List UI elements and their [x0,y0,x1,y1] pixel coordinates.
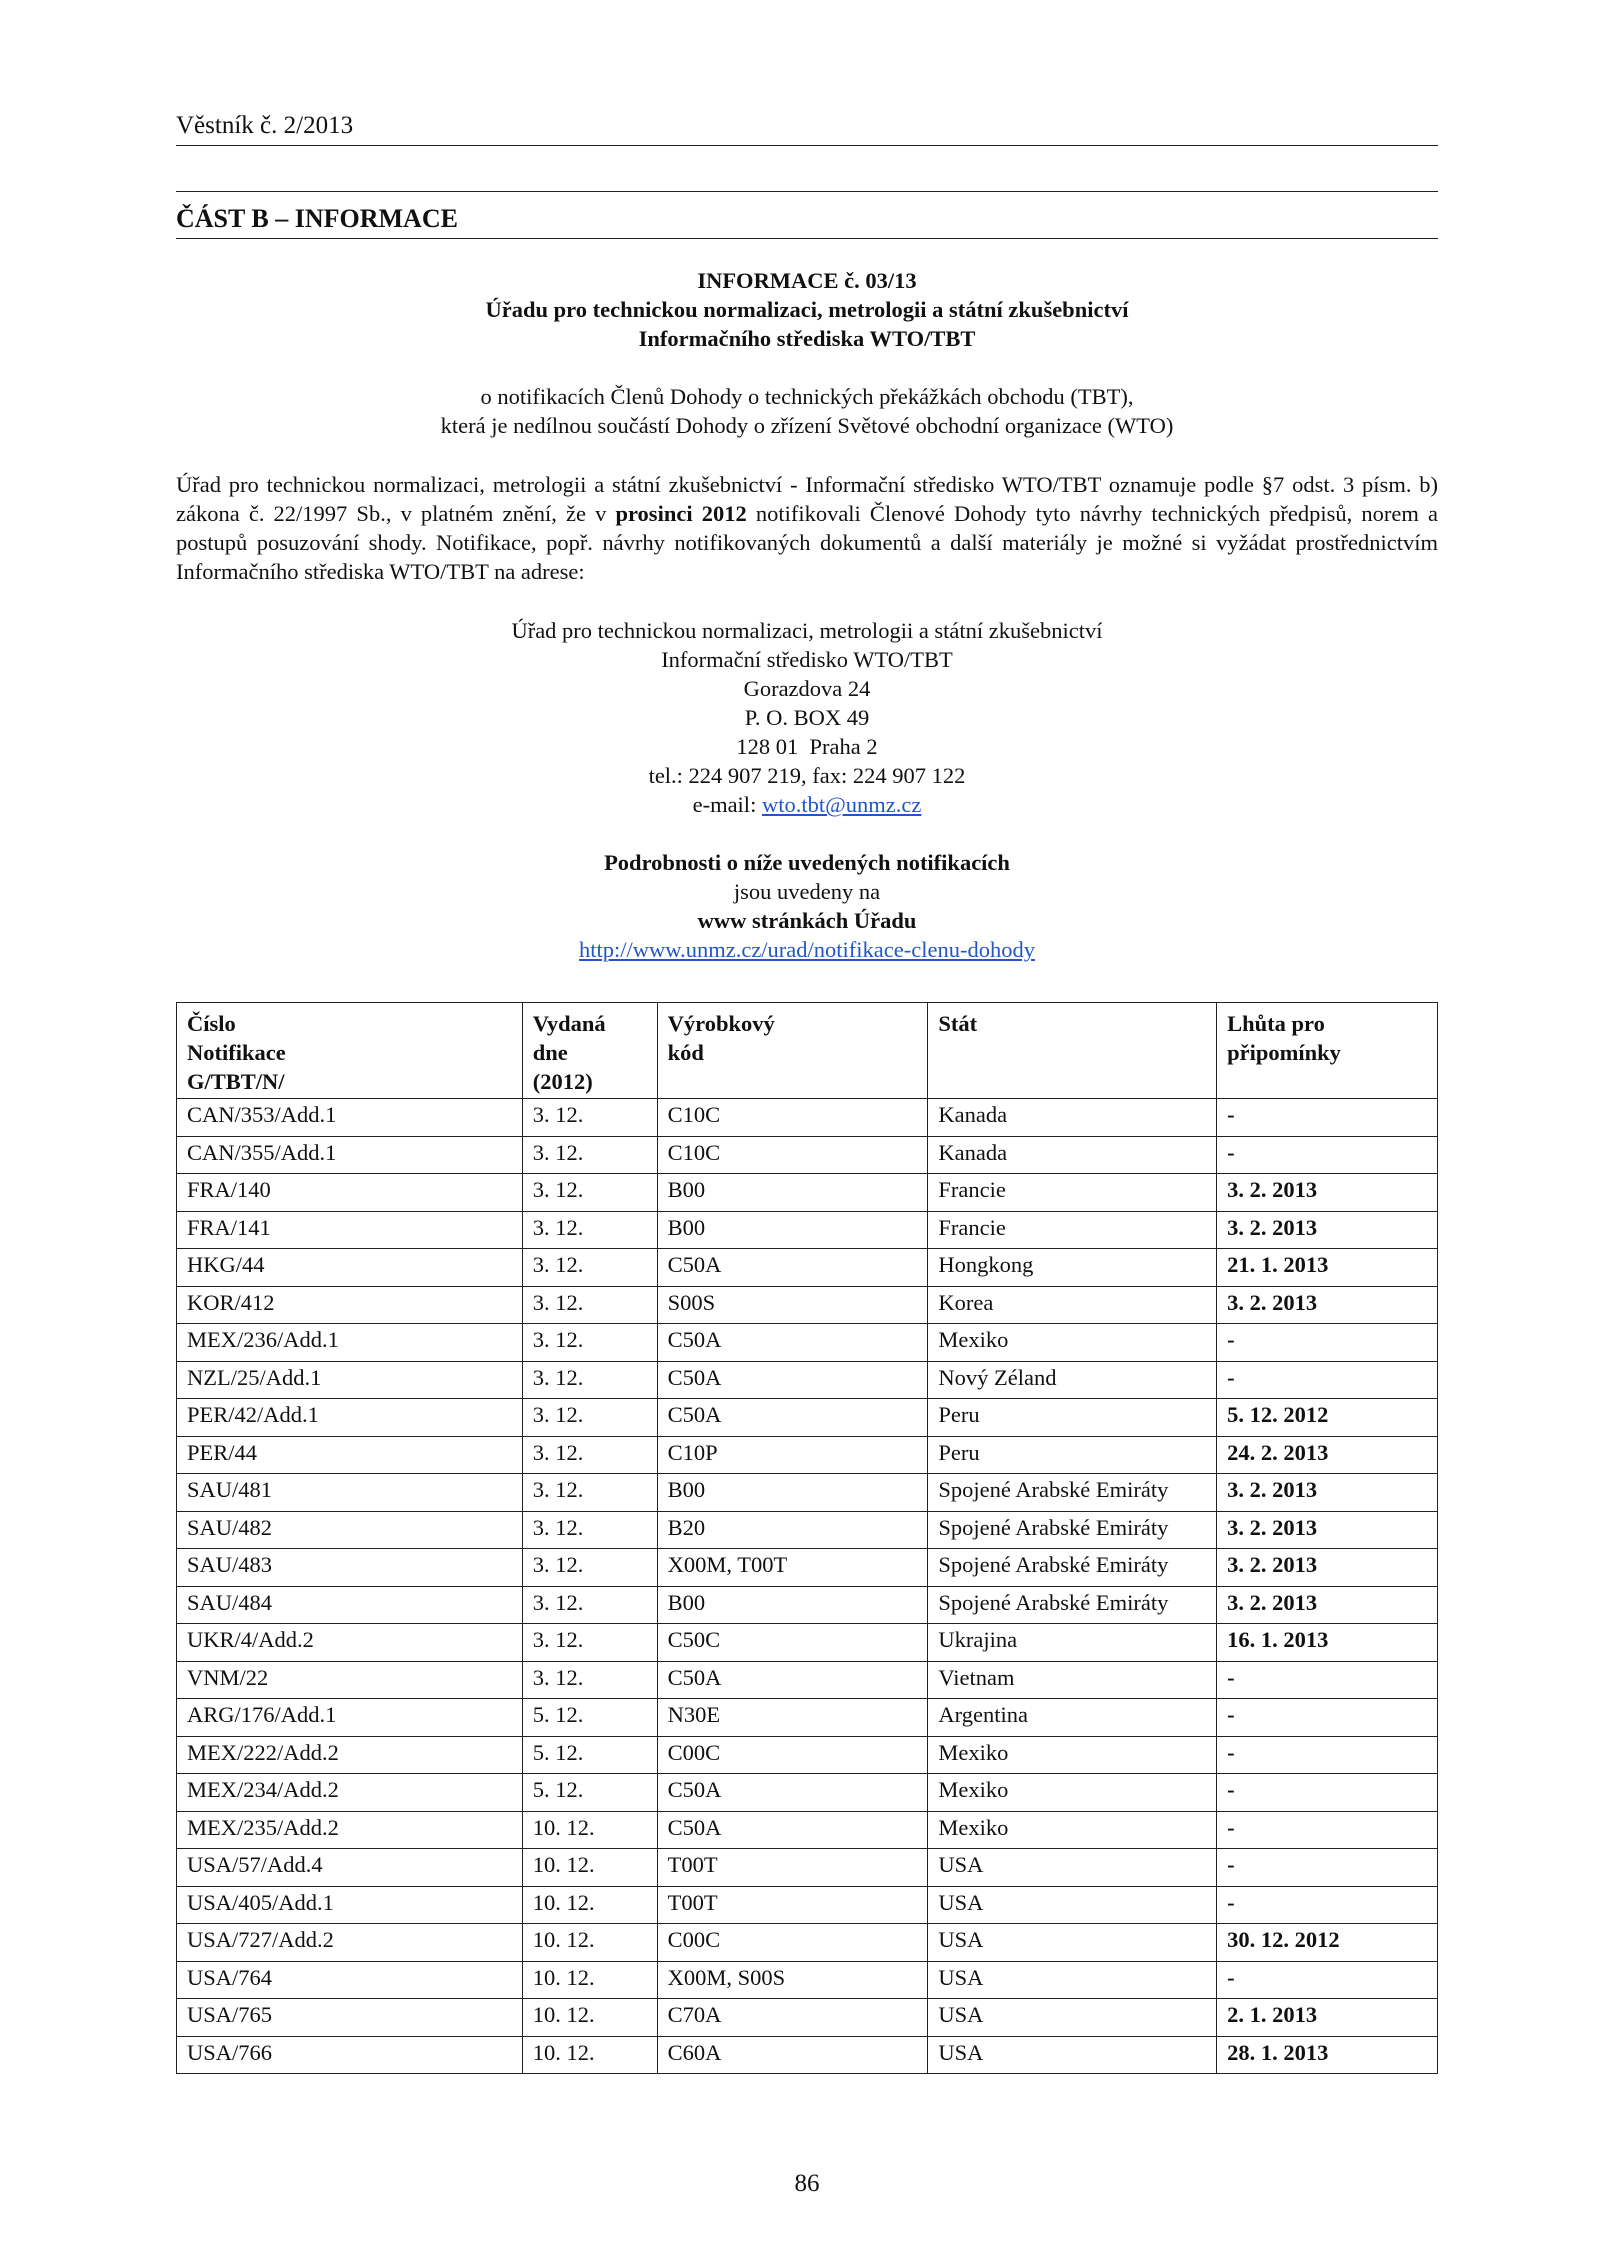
cell-country: USA [928,1886,1217,1924]
cell-issued-date: 3. 12. [522,1549,657,1587]
cell-product-code: C00C [657,1736,928,1774]
cell-notification-number: USA/405/Add.1 [177,1886,523,1924]
address-line3: Gorazdova 24 [743,676,871,701]
cell-comment-deadline: - [1217,1324,1438,1362]
header-comment-deadline: Lhůta pro připomínky [1217,1003,1438,1099]
cell-product-code: X00M, T00T [657,1549,928,1587]
header-rule [176,145,1438,146]
cell-product-code: C50A [657,1249,928,1287]
notice-subtitle-line1: o notifikacích Členů Dohody o technických překážkách obchodu (TBT), [480,384,1134,409]
table-row [177,1774,1438,1812]
cell-country: Kanada [928,1136,1217,1174]
cell-comment-deadline: 2. 1. 2013 [1217,1999,1438,2037]
cell-country: Peru [928,1436,1217,1474]
cell-country: Spojené Arabské Emiráty [928,1586,1217,1624]
cell-comment-deadline: 3. 2. 2013 [1217,1474,1438,1512]
table-row [177,1099,1438,1137]
address-line5: 128 01 Praha 2 [736,734,878,759]
page-number: 86 [794,2170,820,2197]
cell-product-code: C50A [657,1774,928,1812]
cell-country: USA [928,2036,1217,2074]
section-top-rule [176,191,1438,192]
details-line3: www stránkách Úřadu [697,908,917,933]
notice-title: INFORMACE č. 03/13 [697,268,917,293]
cell-product-code: B00 [657,1474,928,1512]
table-row [177,1436,1438,1474]
cell-country: Ukrajina [928,1624,1217,1662]
cell-notification-number: ARG/176/Add.1 [177,1699,523,1737]
cell-issued-date: 3. 12. [522,1136,657,1174]
cell-notification-number: USA/764 [177,1961,523,1999]
table-row [177,1399,1438,1437]
address-email-line [176,790,1438,819]
cell-issued-date: 3. 12. [522,1174,657,1212]
cell-product-code: X00M, S00S [657,1961,928,1999]
cell-comment-deadline: 21. 1. 2013 [1217,1249,1438,1287]
cell-issued-date: 3. 12. [522,1624,657,1662]
cell-issued-date: 3. 12. [522,1474,657,1512]
cell-notification-number: CAN/353/Add.1 [177,1099,523,1137]
notice-office: Úřadu pro technickou normalizaci, metrologii a státní zkušebnictví [485,297,1129,322]
section-bottom-rule [176,238,1438,239]
cell-comment-deadline: - [1217,1849,1438,1887]
cell-comment-deadline: 3. 2. 2013 [1217,1586,1438,1624]
table-row [177,1211,1438,1249]
table-body [177,1099,1438,2074]
cell-product-code: B20 [657,1511,928,1549]
cell-issued-date: 10. 12. [522,1924,657,1962]
cell-issued-date: 5. 12. [522,1774,657,1812]
cell-comment-deadline: - [1217,1099,1438,1137]
cell-comment-deadline: 16. 1. 2013 [1217,1624,1438,1662]
cell-product-code: C70A [657,1999,928,2037]
cell-notification-number: VNM/22 [177,1661,523,1699]
cell-notification-number: UKR/4/Add.2 [177,1624,523,1662]
cell-country: Argentina [928,1699,1217,1737]
header-product-code: Výrobkový kód [657,1003,928,1099]
cell-product-code: C50A [657,1661,928,1699]
cell-product-code: C10C [657,1136,928,1174]
cell-notification-number: FRA/141 [177,1211,523,1249]
intro-text-part2: notifikovali Členové Dohody tyto návrhy technických předpisů, norem a postupů posuzování shody. Notifikace, popř. návrhy notifikovaných dokumentů a další materiály je možné si vyžádat prostřednictvím Informačního střediska WTO/TBT na adrese: [176,501,1439,584]
table-row [177,1249,1438,1287]
cell-product-code: C50A [657,1399,928,1437]
cell-notification-number: SAU/483 [177,1549,523,1587]
cell-issued-date: 3. 12. [522,1511,657,1549]
cell-comment-deadline: 24. 2. 2013 [1217,1436,1438,1474]
table-row [177,1886,1438,1924]
cell-notification-number: SAU/482 [177,1511,523,1549]
table-header-row [177,1003,1438,1099]
cell-issued-date: 3. 12. [522,1099,657,1137]
table-row [177,1324,1438,1362]
cell-comment-deadline: - [1217,1699,1438,1737]
cell-country: Hongkong [928,1249,1217,1287]
section-title: ČÁST B – INFORMACE [176,204,458,233]
cell-country: USA [928,1849,1217,1887]
cell-product-code: C50A [657,1324,928,1362]
table-row [177,1699,1438,1737]
header-notification-number: Číslo Notifikace G/TBT/N/ [177,1003,523,1099]
table-row [177,1849,1438,1887]
cell-country: Korea [928,1286,1217,1324]
cell-country: USA [928,1924,1217,1962]
cell-comment-deadline: 28. 1. 2013 [1217,2036,1438,2074]
details-line2: jsou uvedeny na [733,879,881,904]
cell-product-code: B00 [657,1174,928,1212]
cell-notification-number: MEX/236/Add.1 [177,1324,523,1362]
cell-country: Spojené Arabské Emiráty [928,1474,1217,1512]
cell-notification-number: MEX/222/Add.2 [177,1736,523,1774]
cell-comment-deadline: - [1217,1886,1438,1924]
cell-product-code: S00S [657,1286,928,1324]
cell-comment-deadline: 3. 2. 2013 [1217,1174,1438,1212]
cell-issued-date: 10. 12. [522,1811,657,1849]
cell-comment-deadline: 3. 2. 2013 [1217,1211,1438,1249]
email-label: e-mail: [692,792,762,817]
cell-product-code: C50A [657,1811,928,1849]
table-row [177,1511,1438,1549]
details-line1: Podrobnosti o níže uvedených notifikacích [604,850,1010,875]
cell-notification-number: HKG/44 [177,1249,523,1287]
intro-paragraph [176,470,1438,586]
cell-notification-number: USA/727/Add.2 [177,1924,523,1962]
cell-notification-number: SAU/484 [177,1586,523,1624]
header-country: Stát [928,1003,1217,1099]
cell-issued-date: 3. 12. [522,1661,657,1699]
cell-country: Spojené Arabské Emiráty [928,1549,1217,1587]
table-row [177,1736,1438,1774]
table-row [177,1549,1438,1587]
cell-notification-number: FRA/140 [177,1174,523,1212]
table-row [177,1999,1438,2037]
cell-notification-number: KOR/412 [177,1286,523,1324]
cell-notification-number: MEX/235/Add.2 [177,1811,523,1849]
cell-product-code: C50A [657,1361,928,1399]
cell-comment-deadline: 30. 12. 2012 [1217,1924,1438,1962]
address-block [176,616,1438,819]
table-row [177,1924,1438,1962]
cell-comment-deadline: - [1217,1811,1438,1849]
cell-product-code: C50C [657,1624,928,1662]
notice-heading [176,266,1438,353]
address-line2: Informační středisko WTO/TBT [661,647,953,672]
cell-comment-deadline: - [1217,1661,1438,1699]
cell-issued-date: 3. 12. [522,1249,657,1287]
cell-notification-number: NZL/25/Add.1 [177,1361,523,1399]
cell-product-code: B00 [657,1211,928,1249]
cell-notification-number: CAN/355/Add.1 [177,1136,523,1174]
cell-product-code: N30E [657,1699,928,1737]
cell-issued-date: 3. 12. [522,1324,657,1362]
cell-comment-deadline: 3. 2. 2013 [1217,1549,1438,1587]
notifications-table [176,1002,1438,2074]
cell-country: Spojené Arabské Emiráty [928,1511,1217,1549]
cell-country: USA [928,1999,1217,2037]
table-row [177,1286,1438,1324]
cell-product-code: C60A [657,2036,928,2074]
cell-product-code: C10P [657,1436,928,1474]
cell-country: Vietnam [928,1661,1217,1699]
cell-comment-deadline: - [1217,1736,1438,1774]
cell-comment-deadline: - [1217,1361,1438,1399]
cell-comment-deadline: 3. 2. 2013 [1217,1286,1438,1324]
table-row [177,1661,1438,1699]
cell-country: Peru [928,1399,1217,1437]
intro-month: prosinci 2012 [615,501,747,526]
cell-notification-number: USA/57/Add.4 [177,1849,523,1887]
cell-product-code: T00T [657,1849,928,1887]
table-row [177,1811,1438,1849]
cell-country: USA [928,1961,1217,1999]
header-issued-date: Vydaná dne (2012) [522,1003,657,1099]
address-line6: tel.: 224 907 219, fax: 224 907 122 [648,763,966,788]
table-row [177,1361,1438,1399]
table-row [177,1586,1438,1624]
cell-country: Mexiko [928,1811,1217,1849]
cell-country: Francie [928,1174,1217,1212]
notice-subtitle [176,382,1438,440]
notice-center: Informačního střediska WTO/TBT [638,326,976,351]
cell-comment-deadline: 3. 2. 2013 [1217,1511,1438,1549]
notice-subtitle-line2: která je nedílnou součástí Dohody o zřízení Světové obchodní organizace (WTO) [440,413,1174,438]
cell-comment-deadline: 5. 12. 2012 [1217,1399,1438,1437]
cell-comment-deadline: - [1217,1961,1438,1999]
cell-notification-number: PER/44 [177,1436,523,1474]
cell-product-code: C10C [657,1099,928,1137]
address-line4: P. O. BOX 49 [744,705,870,730]
cell-issued-date: 3. 12. [522,1286,657,1324]
email-link[interactable]: wto.tbt@unmz.cz [761,792,922,817]
cell-country: Nový Zéland [928,1361,1217,1399]
bulletin-header: Věstník č. 2/2013 [176,112,354,139]
cell-product-code: C00C [657,1924,928,1962]
cell-issued-date: 3. 12. [522,1399,657,1437]
cell-issued-date: 10. 12. [522,1886,657,1924]
table-row [177,1136,1438,1174]
cell-notification-number: PER/42/Add.1 [177,1399,523,1437]
cell-issued-date: 3. 12. [522,1436,657,1474]
cell-notification-number: SAU/481 [177,1474,523,1512]
table-row [177,1961,1438,1999]
cell-notification-number: USA/766 [177,2036,523,2074]
table-row [177,2036,1438,2074]
cell-comment-deadline: - [1217,1136,1438,1174]
cell-issued-date: 10. 12. [522,2036,657,2074]
details-block [176,848,1438,964]
cell-issued-date: 5. 12. [522,1736,657,1774]
intro-text-part1: Úřad pro technickou normalizaci, metrologii a státní zkušebnictví - Informační středisko WTO/TBT oznamuje podle §7 odst. 3 písm. b) zákona č. 22/1997 Sb., v platném znění, že v [176,472,1438,526]
cell-issued-date: 5. 12. [522,1699,657,1737]
cell-issued-date: 10. 12. [522,1849,657,1887]
cell-product-code: B00 [657,1586,928,1624]
cell-issued-date: 10. 12. [522,1999,657,2037]
cell-comment-deadline: - [1217,1774,1438,1812]
cell-notification-number: MEX/234/Add.2 [177,1774,523,1812]
cell-notification-number: USA/765 [177,1999,523,2037]
cell-country: Kanada [928,1099,1217,1137]
cell-issued-date: 3. 12. [522,1586,657,1624]
cell-issued-date: 3. 12. [522,1211,657,1249]
cell-country: Mexiko [928,1774,1217,1812]
table-row [177,1174,1438,1212]
address-line1: Úřad pro technickou normalizaci, metrologii a státní zkušebnictví [511,618,1103,643]
cell-product-code: T00T [657,1886,928,1924]
cell-country: Mexiko [928,1324,1217,1362]
cell-issued-date: 3. 12. [522,1361,657,1399]
cell-issued-date: 10. 12. [522,1961,657,1999]
cell-country: Mexiko [928,1736,1217,1774]
cell-country: Francie [928,1211,1217,1249]
table-row [177,1474,1438,1512]
table-row [177,1624,1438,1662]
details-url-link[interactable]: http://www.unmz.cz/urad/notifikace-clenu-dohody [579,937,1035,962]
